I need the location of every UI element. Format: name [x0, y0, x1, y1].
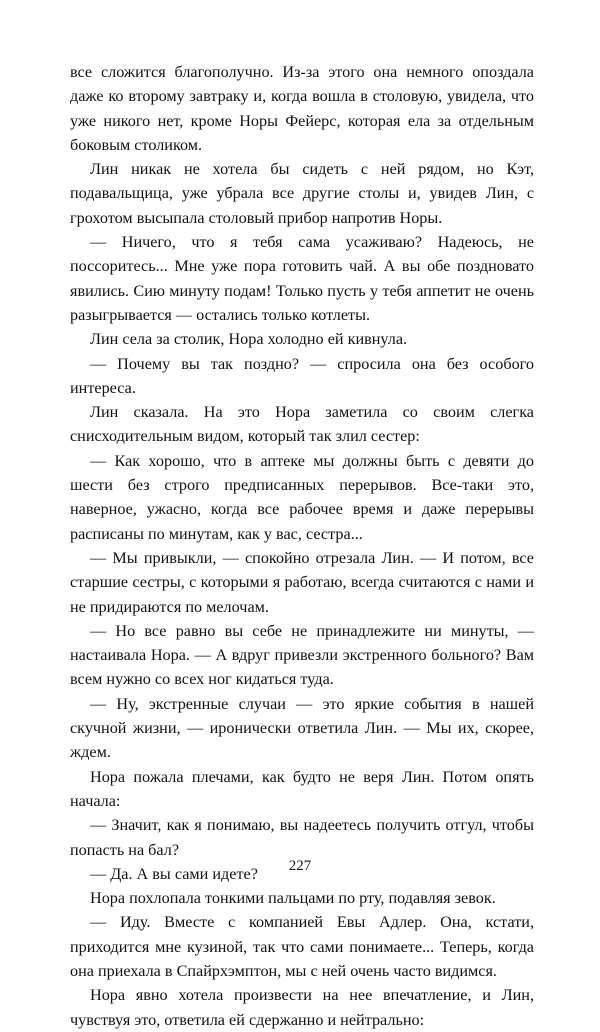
paragraph: — Да. А вы сами идете? — [90, 864, 258, 883]
paragraph: — Иду. Вместе с компанией Евы Адлер. Она, кстати, приходится мне кузиной, так что сами понимаете... Теперь, когда она приехала в Спайрхэмптон, мы с ней очень часто видимся. — [70, 913, 534, 980]
paragraph: Нора похлопала тонкими пальцами по рту, подавляя зевок. — [90, 889, 496, 908]
paragraph: Нора явно хотела произвести на нее впечатление, и Лин, чувствуя это, ответила ей сдержанно и нейтрально: — [70, 986, 534, 1029]
paragraph: — Ничего, что я тебя сама усаживаю? Надеюсь, не поссоритесь... Мне уже пора готовить чай. А вы обе поздновато явились. Сию минуту подам! Только пусть у тебя аппетит не очень разыгрывается — остались только котлеты. — [70, 233, 534, 324]
paragraph: Лин сказала. На это Нора заметила со своим слегка снисходительным видом, который так злил сестер: — [70, 403, 534, 446]
paragraph: — Мы привыкли, — спокойно отрезала Лин. — И потом, все старшие сестры, с которыми я работаю, всегда считаются с нами и не придираются по мелочам. — [70, 548, 534, 616]
paragraph: Лин никак не хотела бы сидеть с ней рядом, но Кэт, подавальщица, уже убрала все другие столы и, увидев Лин, с грохотом высыпала столовый прибор напротив Норы. — [70, 160, 534, 227]
paragraph: — Почему вы так поздно? — спросила она без особого интереса. — [70, 354, 534, 397]
paragraph: — Ну, экстренные случаи — это яркие события в нашей скучной жизни, — иронически ответила Лин. — Мы их, скорее, ждем. — [70, 694, 534, 762]
paragraph: — Значит, как я понимаю, вы надеетесь получить отгул, чтобы попасть на бал? — [70, 816, 534, 859]
page-number: 227 — [288, 858, 312, 874]
paragraph: — Как хорошо, что в аптеке мы должны быть с девяти до шести без строго предписанных перерывов. Все-таки это, наверное, ужасно, когда все рабочее время и даже перерывы расписаны по минутам, как у вас, сестра... — [70, 451, 534, 543]
paragraph: Лин села за столик, Нора холодно ей кивнула. — [90, 330, 408, 349]
body-text — [70, 60, 534, 1032]
paragraph: — Но все равно вы себе не принадлежите ни минуты, — настаивала Нора. — А вдруг привезли экстренного больного? Вам всем нужно со всех ног кидаться туда. — [70, 621, 534, 689]
paragraph: все сложится благополучно. Из-за этого она немного опоздала даже ко второму завтраку и, когда вошла в столовую, увидела, что уже никого нет, кроме Норы Фейерс, которая ела за отдельным боковым столиком. — [70, 63, 534, 154]
paragraph: Нора пожала плечами, как будто не веря Лин. Потом опять начала: — [70, 767, 534, 810]
